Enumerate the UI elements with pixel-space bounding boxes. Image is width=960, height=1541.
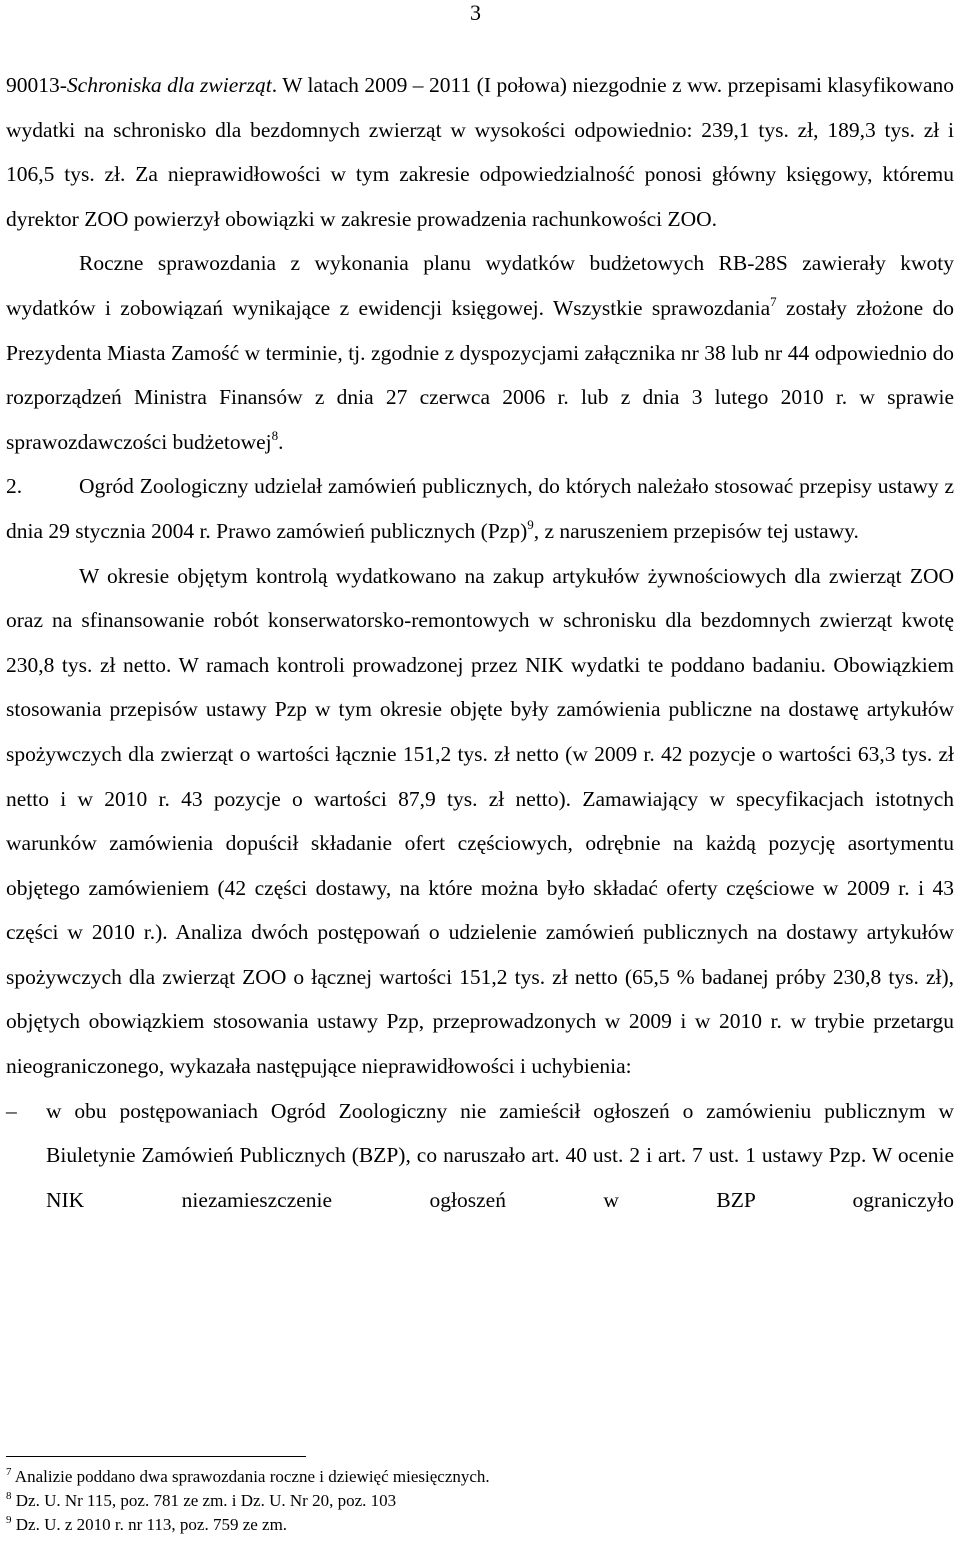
footnote-number: 7 (6, 1466, 12, 1478)
paragraph-text: zostały złożone do Prezydenta Miasta Zamość w terminie, tj. zgodnie z dyspozycjami załącznika nr 38 lub nr 44 odpowiednio do rozporządzeń Ministra Finansów z dnia 27 czerwca 2006 r. lub z dnia 3 lutego 2010 r. w sprawie sprawozdawczości budżetowej (6, 295, 954, 454)
footnote-ref-9[interactable]: 9 (527, 516, 534, 532)
classification-code: 90013- (6, 73, 67, 97)
paragraph-text: . W latach 2009 – 2011 (I połowa) niezgodnie z ww. przepisami klasyfikowano wydatki na schronisko dla bezdomnych zwierząt w wysokości odpowiednio: 239,1 tys. zł, 189,3 tys. zł i 106,5 tys. zł. Za nieprawidłowości w tym zakresie odpowiedzialność ponosi główny księgowy, któremu dyrektor ZOO powierzył obowiązki w zakresie prowadzenia rachunkowości ZOO. (6, 73, 955, 231)
footnote-9 (6, 1513, 490, 1537)
footnote-number: 9 (6, 1514, 12, 1526)
footnote-text: Dz. U. z 2010 r. nr 113, poz. 759 ze zm. (11, 1515, 288, 1534)
paragraph-sprawozdania (6, 241, 954, 464)
bullet-dash: – (6, 1098, 17, 1123)
footnotes (6, 1465, 490, 1537)
footnote-number: 8 (6, 1490, 12, 1502)
paragraph-zamowienia (6, 464, 954, 553)
bullet-text: w obu postępowaniach Ogród Zoologiczny nie zamieścił ogłoszeń o zamówieniu publicznym w Biuletynie Zamówień Publicznych (BZP), co naruszało art. 40 ust. 2 i art. 7 ust. 1 ustawy Pzp. W ocenie NIK niezamieszczenie ogłoszeń w BZP ograniczyło (46, 1098, 954, 1212)
footnote-text: Analizie poddano dwa sprawozdania roczne i dziewięć miesięcznych. (11, 1467, 490, 1486)
paragraph-schroniska (6, 63, 954, 241)
paragraph-text: Roczne sprawozdania z wykonania planu wydatków budżetowych RB-28S zawierały kwoty wydatków i zobowiązań wynikające z ewidencji księgowej. Wszystkie sprawozdania (6, 251, 954, 320)
document-body (6, 63, 954, 1222)
paragraph-text: . (278, 429, 284, 454)
bullet-item (6, 1089, 954, 1223)
footnote-ref-7[interactable]: 7 (770, 293, 777, 309)
footnote-text: Dz. U. Nr 115, poz. 781 ze zm. i Dz. U. Nr 20, poz. 103 (11, 1491, 397, 1510)
paragraph-text: Ogród Zoologiczny udzielał zamówień publicznych, do których należało stosować przepisy ustawy z dnia 29 stycznia 2004 r. Prawo zamówień publicznych (Pzp) (6, 474, 954, 543)
paragraph-analiza (6, 554, 954, 1089)
section-number: 2. (6, 474, 23, 499)
paragraph-text: W okresie objętym kontrolą wydatkowano na zakup artykułów żywnościowych dla zwierząt ZOO oraz na sfinansowanie robót konserwatorsko-remontowych w schronisku dla bezdomnych zwierząt kwotę 230,8 tys. zł netto. W ramach kontroli prowadzonej przez NIK wydatki te poddano badaniu. Obowiązkiem stosowania przepisów ustawy Pzp w tym okresie objęte były zamówienia publiczne na dostawę artykułów spożywczych dla zwierząt o wartości łącznie 151,2 tys. zł netto (w 2009 r. 42 pozycje o wartości 63,3 tys. zł netto i w 2010 r. 43 pozycje o wartości 87,9 tys. zł netto). Zamawiający w specyfikacjach istotnych warunków zamówienia dopuścił składanie ofert częściowych, odrębnie na każdą pozycję asortymentu objętego zamówieniem (42 części dostawy, na które można było składać oferty częściowe w 2009 r. i 43 części w 2010 r.). Analiza dwóch postępowań o udzielenie zamówień publicznych na dostawy artykułów spożywczych dla zwierząt ZOO o łącznej wartości 151,2 tys. zł netto (65,5 % badanej próby 230,8 tys. zł), objętych obowiązkiem stosowania ustawy Pzp, przeprowadzonych w 2009 i w 2010 r. w trybie przetargu nieograniczonego, wykazała następujące nieprawidłowości i uchybienia: (6, 563, 954, 1079)
footnote-separator (6, 1456, 306, 1457)
page-number: 3 (470, 0, 481, 25)
footnote-ref-8[interactable]: 8 (271, 427, 279, 443)
footnote-7 (6, 1465, 490, 1489)
footnote-8 (6, 1489, 490, 1513)
paragraph-text: , z naruszeniem przepisów tej ustawy. (533, 518, 859, 543)
classification-name: Schroniska dla zwierząt (66, 73, 272, 97)
